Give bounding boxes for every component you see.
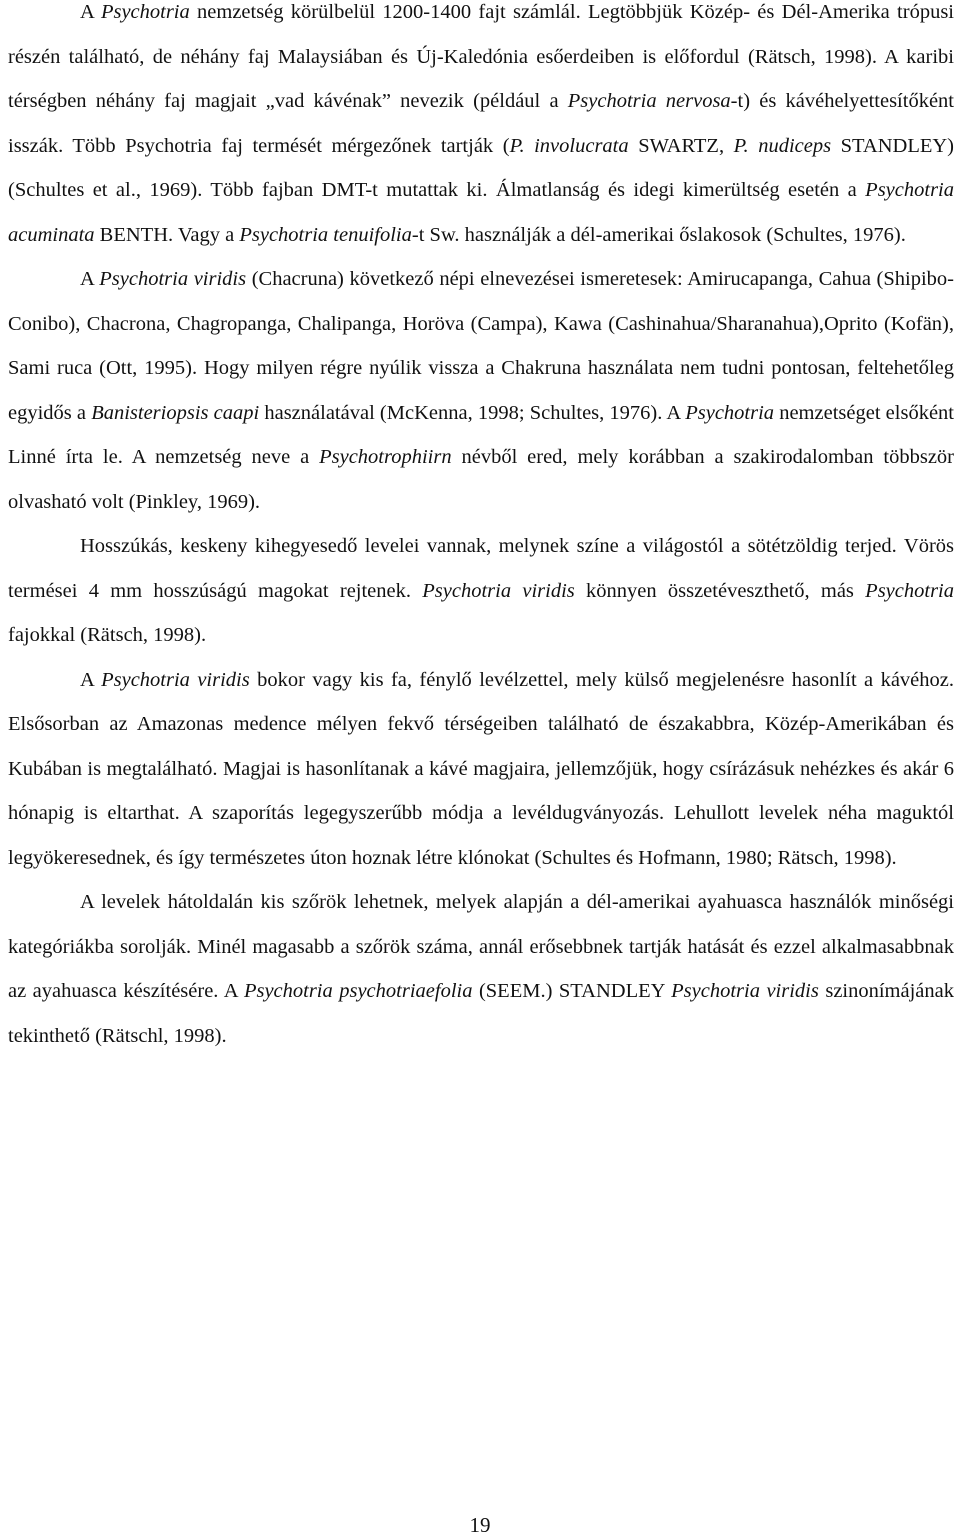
- italic-taxon-name: P. nudiceps: [733, 134, 832, 157]
- italic-taxon-name: Psychotria viridis: [99, 268, 247, 290]
- text-segment: A: [80, 1, 101, 23]
- paragraph-4: [8, 658, 954, 881]
- text-segment: A: [80, 268, 100, 290]
- text-segment: BENTH. Vagy a: [94, 223, 240, 246]
- italic-taxon-name: Psychotria: [100, 1, 190, 23]
- italic-taxon-name: P. involucrata: [509, 134, 629, 157]
- italic-taxon-name: Psychotria acuminata: [8, 179, 954, 246]
- italic-taxon-name: Psychotria tenuifolia: [239, 223, 412, 246]
- italic-taxon-name: Psychotria viridis: [422, 579, 575, 602]
- italic-taxon-name: Psychotria: [865, 579, 954, 602]
- paragraph-3: [8, 524, 954, 658]
- text-segment: névből ered, mely korábban a szakirodalomban többször olvasható volt (Pinkley, 1969).: [8, 446, 954, 513]
- text-segment: szinonímájának tekinthető (Rätschl, 1998).: [8, 980, 954, 1047]
- italic-taxon-name: Psychotria viridis: [101, 668, 250, 691]
- italic-taxon-name: Psychotria viridis: [671, 980, 819, 1002]
- text-segment: nemzetség körülbelül 1200-1400 fajt számlál. Legtöbbjük Közép- és Dél-Amerika trópusi részén található, de néhány faj Malaysiában és Új-Kaledónia esőerdeiben is előfordul (Rätsch, 1998). A karibi térségben néhány faj magjait „vad kávénak” nevezik (például a: [8, 1, 954, 112]
- text-segment: Hosszúkás, keskeny kihegyesedő levelei vannak, melynek színe a világostól a sötétzöldig terjed. Vörös termései 4 mm hosszúságú magokat rejtenek.: [8, 535, 954, 602]
- document-page: [8, 0, 954, 1058]
- paragraph-1: [8, 0, 954, 257]
- text-segment: nemzetséget elsőként Linné írta le. A nemzetség neve a: [8, 401, 954, 468]
- italic-taxon-name: Psychotria nervosa: [567, 90, 731, 112]
- text-segment: -t) és kávéhelyettesítőként isszák. Több Psychotria faj termését mérgezőnek tartják (: [8, 90, 954, 157]
- paragraph-2: [8, 257, 954, 524]
- text-segment: A: [80, 668, 102, 691]
- italic-taxon-name: Psychotria: [685, 401, 775, 424]
- text-segment: könnyen összetéveszthető, más: [574, 579, 866, 602]
- italic-taxon-name: Banisteriopsis caapi: [91, 401, 260, 424]
- text-segment: STANDLEY) (Schultes et al., 1969). Több fajban DMT-t mutattak ki. Álmatlanság és idegi kimerültség esetén a: [8, 134, 954, 201]
- text-segment: bokor vagy kis fa, fénylő levélzettel, mely külső megjelenésre hasonlít a kávéhoz. Elsősorban az Amazonas medence mélyen fekvő térségeiben található de északabbra, Közép-Amerikában és Kubában is megtalálható. Magjai is hasonlítanak a kávé magjaira, jellemzőjük, hogy csírázásuk nehézkes és akár 6 hónapig is eltarthat. A szaporítás legegyszerűbb módja a levéldugványozás. Lehullott levelek néha maguktól legyökeresednek, és így természetes úton hoznak létre klónokat (Schultes és Hofmann, 1980; Rätsch, 1998).: [8, 668, 954, 869]
- paragraph-5: [8, 880, 954, 1058]
- text-segment: használatával (McKenna, 1998; Schultes, 1976). A: [259, 401, 686, 424]
- italic-taxon-name: Psychotrophiirn: [319, 446, 452, 468]
- text-segment: -t Sw. használják a dél-amerikai őslakosok (Schultes, 1976).: [411, 223, 906, 246]
- page-number: 19: [469, 1513, 491, 1537]
- text-segment: SWARTZ,: [628, 134, 734, 157]
- text-segment: fajokkal (Rätsch, 1998).: [8, 624, 207, 646]
- text-segment: (SEEM.) STANDLEY: [472, 980, 672, 1002]
- text-segment: A levelek hátoldalán kis szőrök lehetnek, melyek alapján a dél-amerikai ayahuasca használók minőségi kategóriákba sorolják. Minél magasabb a szőrök száma, annál erősebbnek tartják hatását és ezzel alkalmasabbnak az ayahuasca készítésére. A: [8, 891, 954, 1002]
- text-segment: (Chacruna) következő népi elnevezései ismeretesek: Amirucapanga, Cahua (Shipibo-Conibo), Chacrona, Chagropanga, Chalipanga, Horöva (Campa), Kawa (Cashinahua/Sharanahua),Oprito (Kofän), Sami ruca (Ott, 1995). Hogy milyen régre nyúlik vissza a Chakruna használata nem tudni pontosan, feltehetőleg egyidős a: [8, 268, 954, 424]
- italic-taxon-name: Psychotria psychotriaefolia: [243, 980, 473, 1002]
